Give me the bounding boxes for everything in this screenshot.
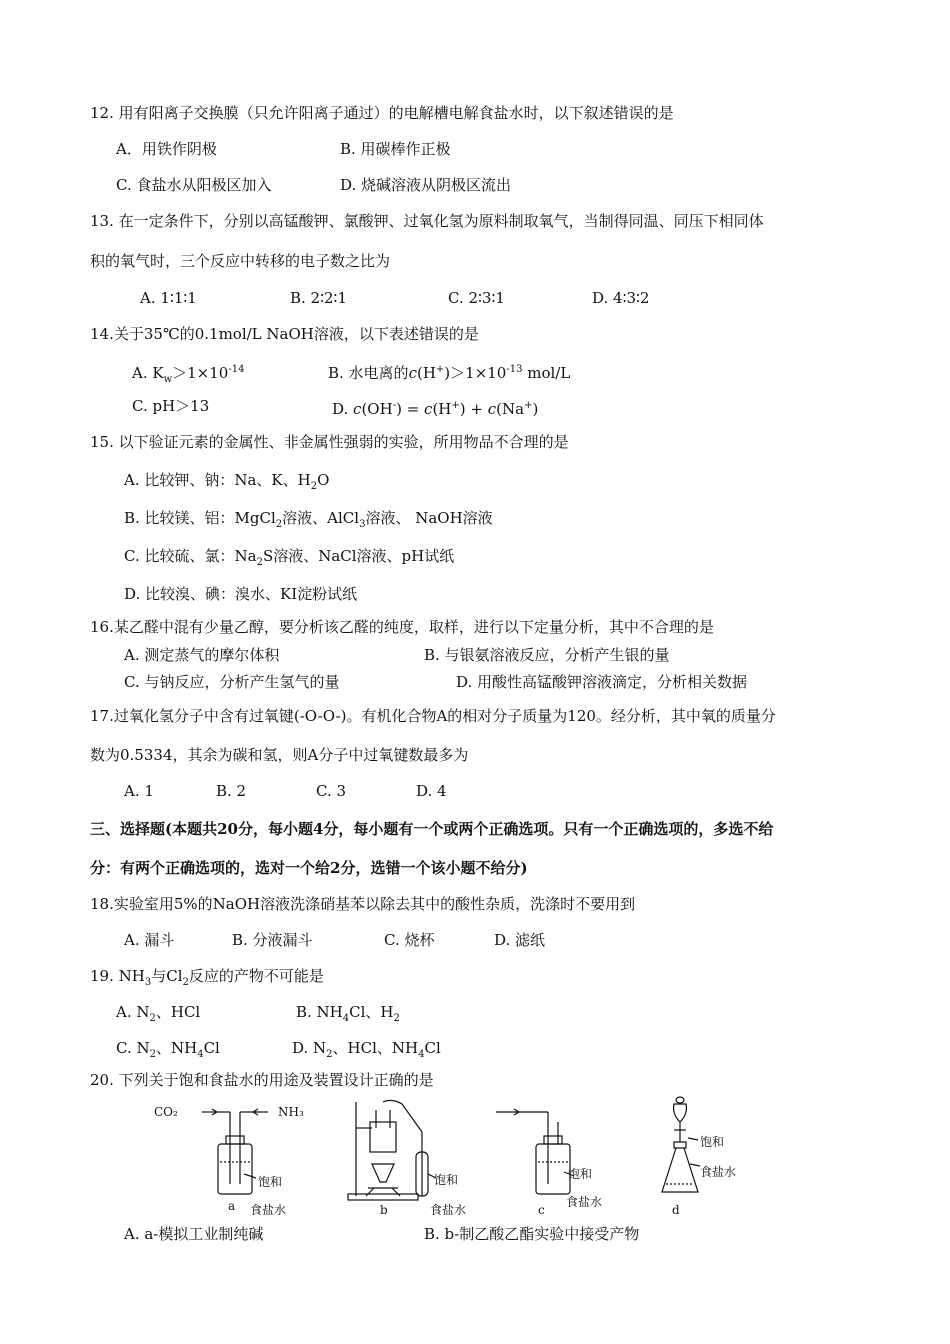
q15-c-sub: 2: [256, 557, 263, 568]
q15-b-sub1: 2: [275, 519, 283, 530]
q13-option-a: A. 1∶1∶1: [140, 289, 197, 307]
q17-stem-line1: 17.过氧化氢分子中含有过氧键(-O-O-)。有机化合物A的相对分子质量为120。经分析，其中氧的质量分: [90, 707, 776, 725]
q12-option-a: A．用铁作阴极: [116, 140, 217, 158]
q19-stem: [90, 966, 324, 993]
q12-stem: 12. 用有阳离子交换膜（只允许阳离子通过）的电解槽电解食盐水时，以下叙述错误的是: [90, 104, 674, 122]
fig-label-b: b: [380, 1203, 388, 1217]
q16-option-a: A. 测定蒸气的摩尔体积: [124, 646, 280, 664]
q15-option-c: [124, 546, 454, 573]
q14-d-c1: c: [353, 400, 362, 418]
q13-option-c: C. 2∶3∶1: [448, 289, 505, 307]
q19-option-c: [116, 1038, 220, 1065]
q16-stem: 16.某乙醛中混有少量乙醇，要分析该乙醛的纯度，取样，进行以下定量分析，其中不合理的是: [90, 618, 714, 636]
q19-a-end: 、HCl: [155, 1003, 201, 1021]
q20-stem: 20. 下列关于饱和食盐水的用途及装置设计正确的是: [90, 1071, 434, 1089]
q19-stem-pre: 19. NH: [90, 967, 145, 985]
q14-b-sup: -13: [506, 364, 523, 375]
q20-option-b: B. b-制乙酸乙酯实验中接受产物: [424, 1225, 640, 1243]
q19-option-b: [296, 1002, 400, 1029]
q14-option-b: [328, 360, 570, 383]
q18-stem: 18.实验室用5%的NaOH溶液洗涤硝基苯以除去其中的酸性杂质，洗涤时不要用到: [90, 895, 636, 913]
q17-option-a: A. 1: [124, 782, 154, 800]
q19-d-sub: 2: [326, 1049, 333, 1060]
q17-option-d: D. 4: [416, 782, 447, 800]
apparatus-diagram: [140, 1092, 780, 1222]
fig-d-saturated: 饱和: [700, 1135, 725, 1149]
q16-option-d: D. 用酸性高锰酸钾溶液滴定，分析相关数据: [456, 673, 748, 691]
q14-stem: 14.关于35℃的0.1mol/L NaOH溶液，以下表述错误的是: [90, 325, 479, 343]
q20-option-a: A. a-模拟工业制纯碱: [124, 1225, 264, 1243]
q19-stem-mid: 与Cl: [151, 967, 183, 985]
q14-d-minus: -: [392, 400, 397, 411]
q14-a-mid: ＞1×10: [172, 364, 229, 382]
q19-option-d: [292, 1038, 441, 1065]
q19-c-pre: C. N: [116, 1039, 150, 1057]
q15-stem: 15. 以下验证元素的金属性、非金属性强弱的实验，所用物品不合理的是: [90, 433, 569, 451]
fig-c-brine: 食盐水: [566, 1195, 603, 1209]
fig-co2-label: CO₂: [154, 1105, 178, 1119]
q14-b-mid: )＞1×10: [444, 364, 507, 382]
q16-option-b: B. 与银氨溶液反应，分析产生银的量: [424, 646, 670, 664]
q17-stem-line2: 数为0.5334，其余为碳和氢，则A分子中过氧键数最多为: [90, 746, 469, 764]
section3-heading-line2: 分：有两个正确选项的，选对一个给2分，选错一个该小题不给分): [90, 859, 528, 877]
q19-b-sub2: 2: [393, 1013, 400, 1024]
q19-b-mid: Cl、H: [349, 1003, 394, 1021]
q14-d-end: ): [532, 400, 539, 418]
q13-stem-line1: 13. 在一定条件下，分别以高锰酸钾、氯酸钾、过氧化氢为原料制取氧气，当制得同温、同压下相同体: [90, 212, 764, 230]
q14-a-sub: w: [163, 374, 173, 385]
q19-d-sub2: 4: [418, 1049, 425, 1060]
q14-a-text: A. K: [132, 364, 164, 382]
q14-b-c: c: [408, 364, 417, 382]
q14-d-plus: ) +: [459, 400, 488, 418]
q19-stem-sub2: 2: [182, 977, 189, 988]
q13-option-b: B. 2∶2∶1: [290, 289, 347, 307]
q15-c-end: S溶液、NaCl溶液、pH试纸: [262, 547, 455, 565]
q15-a-sub: 2: [310, 481, 318, 492]
q15-b-end: 溶液、 NaOH溶液: [365, 509, 493, 527]
q14-d-label: D.: [332, 400, 349, 418]
fig-c-saturated: 饱和: [568, 1167, 593, 1181]
q19-d-mid: 、HCl、NH: [332, 1039, 419, 1057]
q19-a-pre: A. N: [116, 1003, 150, 1021]
q15-option-b: [124, 508, 493, 535]
q19-a-sub: 2: [149, 1013, 156, 1024]
q17-option-b: B. 2: [216, 782, 247, 800]
q19-stem-sub1: 3: [144, 977, 152, 988]
apparatus-d: [662, 1097, 700, 1192]
q19-option-a: [116, 1002, 200, 1029]
q18-option-b: B. 分液漏斗: [232, 931, 313, 949]
q14-d-c2: c: [424, 400, 433, 418]
q15-option-a: [124, 470, 329, 497]
q16-option-c: C. 与钠反应，分析产生氢气的量: [124, 673, 340, 691]
q14-option-c: C. pH＞13: [132, 397, 210, 415]
q13-option-d: D. 4∶3∶2: [592, 289, 650, 307]
q12-option-c: C. 食盐水从阳极区加入: [116, 176, 272, 194]
q12-option-b: B. 用碳棒作正极: [340, 140, 451, 158]
q19-c-mid: 、NH: [155, 1039, 198, 1057]
q14-b-plus: +: [435, 364, 445, 375]
q15-a-text: A. 比较钾、钠：Na、K、H: [124, 471, 311, 489]
q14-d-na: (Na: [496, 400, 525, 418]
q19-b-pre: B. NH: [296, 1003, 343, 1021]
fig-label-c: c: [538, 1203, 545, 1217]
q14-b-text: B. 水电离的: [328, 364, 409, 382]
q19-stem-end: 反应的产物不可能是: [188, 967, 324, 985]
fig-b-saturated: 饱和: [434, 1173, 459, 1187]
q15-a-end: O: [317, 471, 330, 489]
q15-option-d: D. 比较溴、碘：溴水、KI淀粉试纸: [124, 585, 358, 603]
q14-d-naplus: +: [524, 400, 533, 411]
q12-option-d: D. 烧碱溶液从阴极区流出: [340, 176, 512, 194]
q15-c-text: C. 比较硫、氯：Na: [124, 547, 257, 565]
q14-d-h: (H: [432, 400, 452, 418]
q19-c-sub2: 4: [197, 1049, 204, 1060]
q18-option-c: C. 烧杯: [384, 931, 435, 949]
apparatus-c: [496, 1109, 574, 1194]
q17-option-c: C. 3: [316, 782, 347, 800]
apparatus-b: [348, 1100, 436, 1200]
q18-option-a: A. 漏斗: [124, 931, 175, 949]
q14-b-unit: mol/L: [522, 364, 571, 382]
fig-label-d: d: [672, 1203, 680, 1217]
q14-b-ion: (H: [416, 364, 436, 382]
fig-a-brine: 食盐水: [250, 1203, 287, 1217]
fig-label-a: a: [228, 1199, 236, 1213]
q14-d-eq: ) =: [396, 400, 425, 418]
q14-option-a: [132, 360, 244, 390]
q13-stem-line2: 积的氧气时，三个反应中转移的电子数之比为: [90, 252, 391, 270]
q18-option-d: D. 滤纸: [494, 931, 546, 949]
q14-a-sup: -14: [228, 364, 245, 375]
section3-heading-line1: 三、选择题(本题共20分，每小题4分，每小题有一个或两个正确选项。只有一个正确选项的，多选不给: [90, 820, 774, 838]
q15-b-sub2: 3: [359, 519, 366, 530]
fig-b-brine: 食盐水: [430, 1203, 467, 1217]
q19-d-end: Cl: [424, 1039, 441, 1057]
fig-a-saturated: 饱和: [258, 1175, 283, 1189]
q14-d-hplus: +: [451, 400, 460, 411]
q19-c-end: Cl: [203, 1039, 220, 1057]
q14-d-c3: c: [487, 400, 497, 418]
q19-b-sub: 4: [342, 1013, 350, 1024]
q14-d-oh: (OH: [361, 400, 393, 418]
fig-nh3-label: NH₃: [278, 1105, 304, 1119]
q15-b-text: B. 比较镁、铝：MgCl: [124, 509, 276, 527]
q19-d-pre: D. N: [292, 1039, 327, 1057]
q19-c-sub: 2: [149, 1049, 156, 1060]
q14-option-d: [332, 396, 538, 419]
q15-b-mid: 溶液、AlCl: [282, 509, 360, 527]
fig-d-brine: 食盐水: [700, 1165, 737, 1179]
